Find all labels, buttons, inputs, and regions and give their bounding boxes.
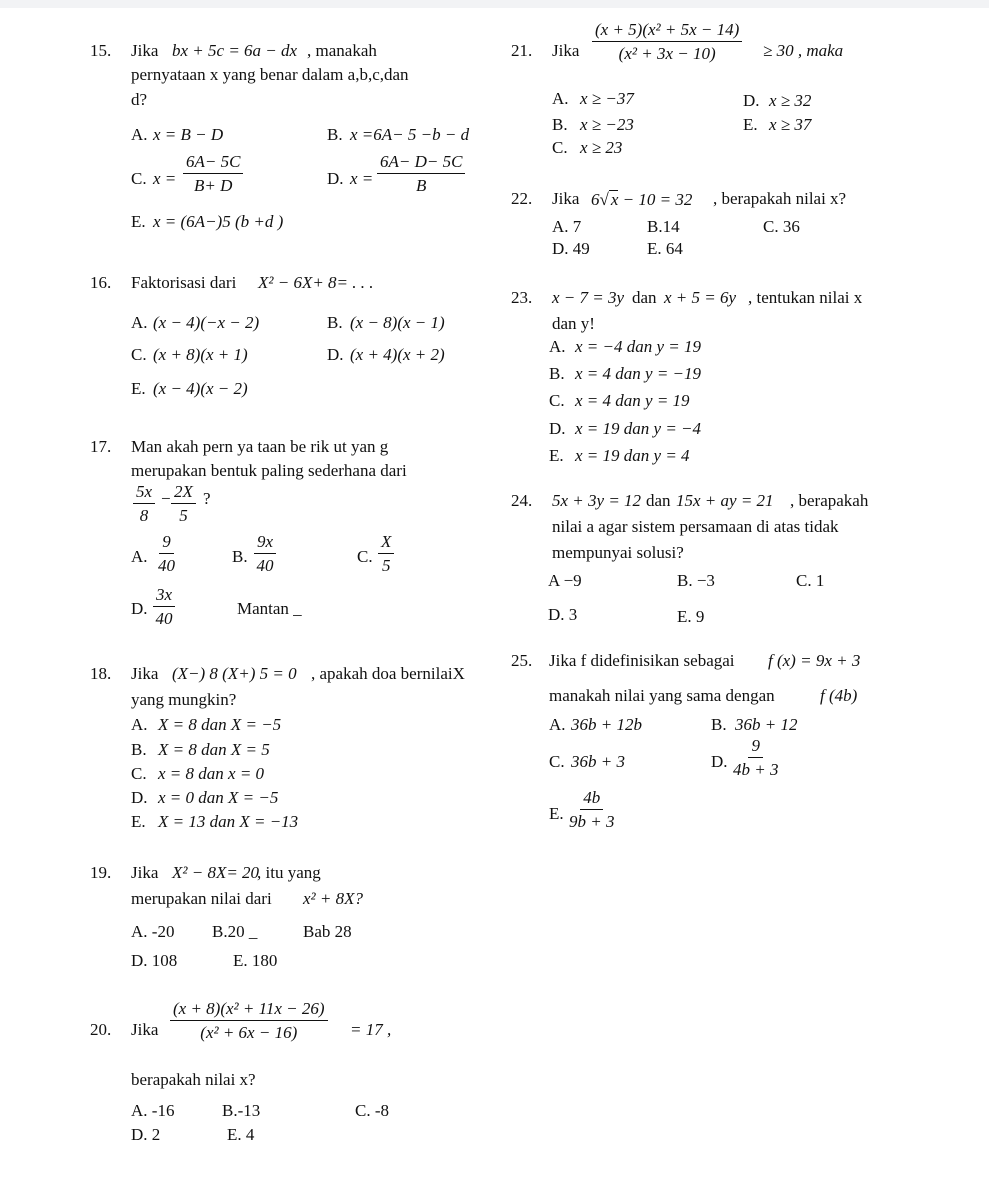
question-number: 21. — [511, 41, 533, 60]
option-label: C. — [131, 764, 147, 783]
question-text: , manakah — [307, 41, 377, 60]
fraction-denominator: 40 — [155, 609, 173, 628]
question-number: 23. — [511, 288, 533, 307]
math-equation: f (4b) — [820, 686, 858, 705]
question-fraction — [170, 1000, 328, 1041]
option-label: D. — [549, 419, 566, 438]
option-label: A. — [131, 547, 148, 566]
option-label: C. — [552, 138, 568, 157]
option-label: D. — [131, 788, 148, 807]
question-text: manakah nilai yang sama dengan — [549, 686, 775, 705]
option-fraction — [158, 533, 175, 574]
math-equation: 5x + 3y = 12 — [552, 491, 642, 510]
option-label: B. — [711, 715, 727, 734]
question-text: Jika — [131, 41, 159, 60]
option-C: C. 1 — [796, 571, 825, 590]
fraction-denominator: 40 — [256, 556, 274, 575]
option-E: E. 4 — [227, 1125, 255, 1144]
math-equation: ≥ 30 , maka — [763, 41, 844, 60]
question-text: , berapakah nilai x? — [713, 189, 847, 208]
option-math: x =6A− 5 −b − d — [350, 125, 470, 144]
fraction-denominator: 4b + 3 — [733, 760, 779, 779]
question-text: dan — [632, 288, 657, 307]
fraction-denominator: B+ D — [194, 176, 233, 195]
option-A: A. -20 — [131, 922, 175, 941]
question-text: Jika — [552, 41, 580, 60]
option-label: B. — [549, 364, 565, 383]
option-label: B. — [327, 313, 343, 332]
option-label: E. — [131, 812, 146, 831]
fraction-numerator: 4b — [580, 789, 603, 810]
fraction-numerator: 9 — [748, 737, 763, 758]
option-label: A. — [552, 89, 569, 108]
expression-fraction — [133, 483, 155, 524]
math-equation: X² − 8X= 20 — [172, 863, 260, 882]
fraction-numerator: 2X — [171, 483, 196, 504]
sqrt-prefix: 6√ — [591, 190, 609, 209]
question-text: mempunyai solusi? — [552, 543, 684, 562]
stray-text: Mantan _ — [237, 599, 302, 618]
option-math: 36b + 3 — [571, 752, 625, 771]
question-text: , itu yang — [257, 863, 321, 882]
math-equation: x − 7 = 3y — [552, 288, 625, 307]
option-label: C. — [549, 391, 565, 410]
option-fraction — [378, 533, 394, 574]
option-math: x ≥ −23 — [580, 115, 634, 134]
question-text: merupakan nilai dari — [131, 889, 272, 908]
option-fraction — [569, 789, 614, 830]
option-B: B.20 _ — [212, 922, 258, 941]
question-number: 19. — [90, 863, 112, 882]
math-equation — [591, 190, 692, 209]
question-mark: ? — [203, 489, 211, 508]
fraction-numerator: 9 — [159, 533, 174, 554]
option-label: D. — [711, 752, 728, 771]
option-math: x = (6A−)5 (b +d ) — [153, 212, 284, 231]
question-number: 20. — [90, 1020, 112, 1039]
option-math: x = 4 dan y = −19 — [575, 364, 702, 383]
math-equation: = 17 , — [350, 1020, 392, 1039]
top-strip — [0, 0, 989, 8]
question-fraction — [592, 21, 742, 62]
option-A: A −9 — [548, 571, 582, 590]
option-math: X = 8 dan X = −5 — [158, 715, 282, 734]
fraction-denominator: (x² + 6x − 16) — [200, 1023, 298, 1042]
question-text: , tentukan nilai x — [748, 288, 863, 307]
option-math: X = 8 dan X = 5 — [158, 740, 270, 759]
option-D: D. 2 — [131, 1125, 161, 1144]
minus-sign: − — [161, 489, 171, 508]
question-text: nilai a agar sistem persamaan di atas tidak — [552, 517, 839, 536]
question-text: Jika — [131, 863, 159, 882]
option-fraction — [254, 533, 276, 574]
option-fraction — [183, 153, 243, 194]
option-B: B.-13 — [222, 1101, 261, 1120]
option-B: B. −3 — [677, 571, 715, 590]
fraction-numerator: (x + 5)(x² + 5x − 14) — [592, 21, 742, 42]
fraction-numerator: X — [378, 533, 394, 554]
option-E: E. 9 — [677, 607, 705, 626]
option-label: C. — [131, 169, 147, 188]
option-label: C. — [549, 752, 565, 771]
option-label: D. — [327, 169, 344, 188]
option-A: A. -16 — [131, 1101, 175, 1120]
expression-fraction — [171, 483, 196, 524]
option-D: D. 49 — [552, 239, 590, 258]
option-math: x = 19 dan y = 4 — [575, 446, 690, 465]
option-C: C. -8 — [355, 1101, 389, 1120]
question-number: 17. — [90, 437, 112, 456]
fraction-numerator: 6A− D− 5C — [377, 153, 465, 174]
math-equation: x² + 8X? — [303, 889, 363, 908]
option-math: x ≥ 23 — [580, 138, 623, 157]
option-label: E. — [131, 379, 146, 398]
option-label: A. — [131, 313, 148, 332]
option-math: 36b + 12b — [571, 715, 642, 734]
question-text: berapakah nilai x? — [131, 1070, 256, 1089]
option-D: D. 108 — [131, 951, 178, 970]
question-number: 22. — [511, 189, 533, 208]
option-D: D. 3 — [548, 605, 578, 624]
fraction-denominator: 8 — [139, 506, 149, 525]
fraction-numerator: 6A− 5C — [183, 153, 243, 174]
fraction-denominator: B — [416, 176, 427, 195]
math-equation: 15x + ay = 21 — [676, 491, 774, 510]
question-text: pernyataan x yang benar dalam a,b,c,dan — [131, 65, 409, 84]
question-text: Jika f didefinisikan sebagai — [549, 651, 735, 670]
option-math: x = — [350, 169, 374, 188]
option-fraction — [733, 737, 778, 778]
question-text: dan y! — [552, 314, 595, 333]
option-label: A. — [131, 715, 148, 734]
question-text: Jika — [131, 664, 159, 683]
fraction-denominator: 9b + 3 — [569, 812, 615, 831]
question-text: Faktorisasi dari — [131, 273, 237, 292]
question-number: 15. — [90, 41, 112, 60]
option-fraction — [153, 586, 175, 627]
option-label: D. — [743, 91, 760, 110]
option-math: x = 8 dan x = 0 — [158, 764, 265, 783]
option-label: E. — [549, 446, 564, 465]
fraction-numerator: (x + 8)(x² + 11x − 26) — [170, 1000, 328, 1021]
option-math: (x − 8)(x − 1) — [350, 313, 445, 332]
question-number: 18. — [90, 664, 112, 683]
option-label: B. — [327, 125, 343, 144]
option-math: x ≥ −37 — [580, 89, 634, 108]
option-label: B. — [552, 115, 568, 134]
option-label: C. — [357, 547, 373, 566]
option-math: (x + 4)(x + 2) — [350, 345, 445, 364]
option-A: A. 7 — [552, 217, 582, 236]
option-math: x = — [153, 169, 177, 188]
fraction-denominator: (x² + 3x − 10) — [618, 44, 716, 63]
question-text: Man akah pern ya taan be rik ut yan g — [131, 437, 389, 456]
question-text: , berapakah — [790, 491, 869, 510]
option-B: B.14 — [647, 217, 680, 236]
fraction-denominator: 5 — [381, 556, 391, 575]
option-math: (x − 4)(x − 2) — [153, 379, 248, 398]
math-equation: bx + 5c = 6a − dx — [172, 41, 298, 60]
math-equation: (X−) 8 (X+) 5 = 0 — [172, 664, 297, 683]
option-label: E. — [743, 115, 758, 134]
fraction-denominator: 5 — [179, 506, 188, 525]
option-E: E. 64 — [647, 239, 683, 258]
option-math: x = 0 dan X = −5 — [158, 788, 279, 807]
fraction-numerator: 3x — [153, 586, 175, 607]
option-math: x = 19 dan y = −4 — [575, 419, 702, 438]
option-label: A. — [131, 125, 148, 144]
equation-rest: − 10 = 32 — [622, 190, 693, 209]
math-equation: x + 5 = 6y — [664, 288, 737, 307]
option-label: B. — [131, 740, 147, 759]
option-label: E. — [549, 804, 564, 823]
option-label: E. — [131, 212, 146, 231]
question-text: Jika — [552, 189, 580, 208]
question-text: , apakah doa bernilaiX — [311, 664, 465, 683]
question-text: Jika — [131, 1020, 159, 1039]
option-math: (x + 8)(x + 1) — [153, 345, 248, 364]
option-E: E. 180 — [233, 951, 278, 970]
fraction-denominator: 40 — [158, 556, 175, 575]
option-math: x = −4 dan y = 19 — [575, 337, 702, 356]
fraction-numerator: 9x — [254, 533, 276, 554]
question-text: merupakan bentuk paling sederhana dari — [131, 461, 407, 480]
option-math: x = B − D — [153, 125, 224, 144]
option-label: D. — [131, 599, 148, 618]
option-math: 36b + 12 — [735, 715, 798, 734]
option-label: C. — [131, 345, 147, 364]
question-text: yang mungkin? — [131, 690, 237, 709]
question-number: 24. — [511, 491, 533, 510]
option-fraction — [377, 153, 465, 194]
option-math: x ≥ 37 — [769, 115, 812, 134]
option-math: (x − 4)(−x − 2) — [153, 313, 260, 332]
option-math: x ≥ 32 — [769, 91, 812, 110]
question-number: 25. — [511, 651, 533, 670]
sqrt-radicand: x — [610, 190, 619, 209]
option-math: x = 4 dan y = 19 — [575, 391, 690, 410]
option-label: B. — [232, 547, 248, 566]
question-text: d? — [131, 90, 148, 109]
math-equation: f (x) = 9x + 3 — [768, 651, 861, 670]
option-label: A. — [549, 337, 566, 356]
question-number: 16. — [90, 273, 112, 292]
option-label: D. — [327, 345, 344, 364]
option-label: A. — [549, 715, 566, 734]
question-text: dan — [646, 491, 671, 510]
fraction-numerator: 5x — [133, 483, 155, 504]
math-equation: X² − 6X+ 8= . . . — [258, 273, 374, 292]
option-math: X = 13 dan X = −13 — [158, 812, 299, 831]
option-C: C. 36 — [763, 217, 800, 236]
stray-text: Bab 28 — [303, 922, 352, 941]
